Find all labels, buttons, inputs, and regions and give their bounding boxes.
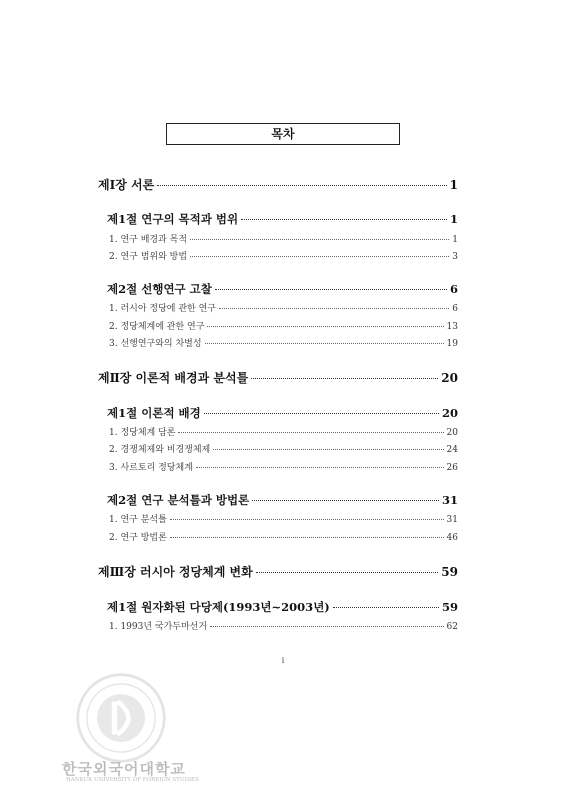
leader-dots — [251, 378, 438, 379]
toc-entry-item[interactable] — [109, 319, 458, 332]
toc-entry-label: 제2절 연구 분석틀과 방법론 — [107, 493, 250, 507]
toc-entry-label: 2. 정당체계에 관한 연구 — [109, 322, 205, 332]
toc-entry-page: 6 — [452, 304, 458, 314]
toc-entry-page: 59 — [441, 600, 458, 614]
leader-dots — [204, 413, 439, 414]
toc-entry-label: 2. 경쟁체제와 비경쟁체제 — [109, 445, 211, 455]
toc-entry-page: 20 — [441, 371, 458, 385]
toc-entry-label: 제1절 이론적 배경 — [107, 406, 201, 420]
toc-entry-section[interactable] — [107, 492, 458, 508]
toc-entry-page: 46 — [446, 533, 458, 543]
toc-entry-item[interactable] — [109, 249, 458, 262]
toc-entry-label: 제1절 원자화된 다당제(1993년~2003년) — [107, 600, 330, 614]
leader-dots — [219, 308, 449, 309]
leader-dots — [215, 289, 447, 290]
toc-entry-section[interactable] — [107, 599, 458, 615]
toc-entry-chapter-3[interactable] — [98, 563, 458, 580]
leader-dots — [205, 343, 444, 344]
toc-entry-section[interactable] — [107, 211, 458, 227]
toc-entry-section[interactable] — [107, 281, 458, 297]
leader-dots — [213, 449, 443, 450]
leader-dots — [178, 432, 443, 433]
toc-entry-label: 2. 연구 범위와 방법 — [109, 252, 188, 262]
toc-entry-label: 1. 연구 분석틀 — [109, 515, 167, 525]
toc-entry-page: 19 — [446, 339, 458, 349]
toc-entry-page: 1 — [449, 212, 458, 226]
leader-dots — [157, 185, 446, 186]
toc-entry-page: 24 — [446, 445, 458, 455]
toc-entry-page: 20 — [446, 428, 458, 438]
leader-dots — [170, 537, 444, 538]
toc-entry-label: 제Ⅰ장 서론 — [98, 178, 155, 192]
toc-entry-page: 6 — [449, 282, 458, 296]
toc-entry-item[interactable] — [109, 336, 458, 349]
leader-dots — [190, 256, 449, 257]
toc-entry-item[interactable] — [109, 530, 458, 543]
toc-entry-label: 2. 연구 방법론 — [109, 533, 167, 543]
toc-entry-page: 1 — [452, 235, 458, 245]
leader-dots — [170, 519, 444, 520]
leader-dots — [333, 607, 439, 608]
leader-dots — [207, 326, 443, 327]
leader-dots — [210, 626, 443, 627]
toc-entry-item[interactable] — [109, 512, 458, 525]
page-number: i — [281, 656, 285, 665]
leader-dots — [190, 239, 449, 240]
toc-entry-label: 제1절 연구의 목적과 범위 — [107, 212, 239, 226]
leader-dots — [196, 467, 444, 468]
watermark-university-name-en: HANKUK UNIVERSITY OF FOREIGN STUDIES — [66, 777, 199, 783]
toc-entry-label: 제Ⅲ장 러시아 정당체계 변화 — [98, 565, 253, 579]
toc-entry-chapter-2[interactable] — [98, 369, 458, 386]
university-seal-icon — [75, 672, 167, 764]
toc-entry-page: 59 — [441, 565, 458, 579]
toc-entry-item[interactable] — [109, 301, 458, 314]
toc-entry-item[interactable] — [109, 460, 458, 473]
leader-dots — [241, 219, 447, 220]
toc-entry-label: 1. 연구 배경과 목적 — [109, 235, 188, 245]
leader-dots — [256, 572, 439, 573]
toc-entry-page: 31 — [441, 493, 458, 507]
toc-entry-item[interactable] — [109, 442, 458, 455]
toc-entry-page: 1 — [449, 178, 458, 192]
toc-entry-page: 13 — [446, 322, 458, 332]
toc-entry-page: 26 — [446, 463, 458, 473]
toc-entry-item[interactable] — [109, 232, 458, 245]
toc-entry-item[interactable] — [109, 619, 458, 632]
toc-entry-page: 62 — [446, 622, 458, 632]
toc-entry-label: 제2절 선행연구 고찰 — [107, 282, 212, 296]
toc-entry-label: 3. 선행연구와의 차별성 — [109, 339, 202, 349]
toc-entry-label: 3. 사르토리 정당체계 — [109, 463, 193, 473]
toc-entry-page: 20 — [441, 406, 458, 420]
watermark-university-name: 한국외국어대학교 — [62, 760, 186, 778]
toc-entry-page: 3 — [452, 252, 458, 262]
toc-entry-chapter-1[interactable] — [98, 176, 458, 193]
toc-entry-label: 제Ⅱ장 이론적 배경과 분석틀 — [98, 371, 249, 385]
toc-entry-item[interactable] — [109, 425, 458, 438]
toc-entry-label: 1. 러시아 정당에 관한 연구 — [109, 304, 216, 314]
toc-entry-label: 1. 정당체계 담론 — [109, 428, 176, 438]
leader-dots — [252, 500, 439, 501]
toc-entry-page: 31 — [446, 515, 458, 525]
toc-entry-label: 1. 1993년 국가두마선거 — [109, 622, 208, 632]
toc-entry-section[interactable] — [107, 405, 458, 421]
toc-title: 목차 — [166, 123, 400, 145]
